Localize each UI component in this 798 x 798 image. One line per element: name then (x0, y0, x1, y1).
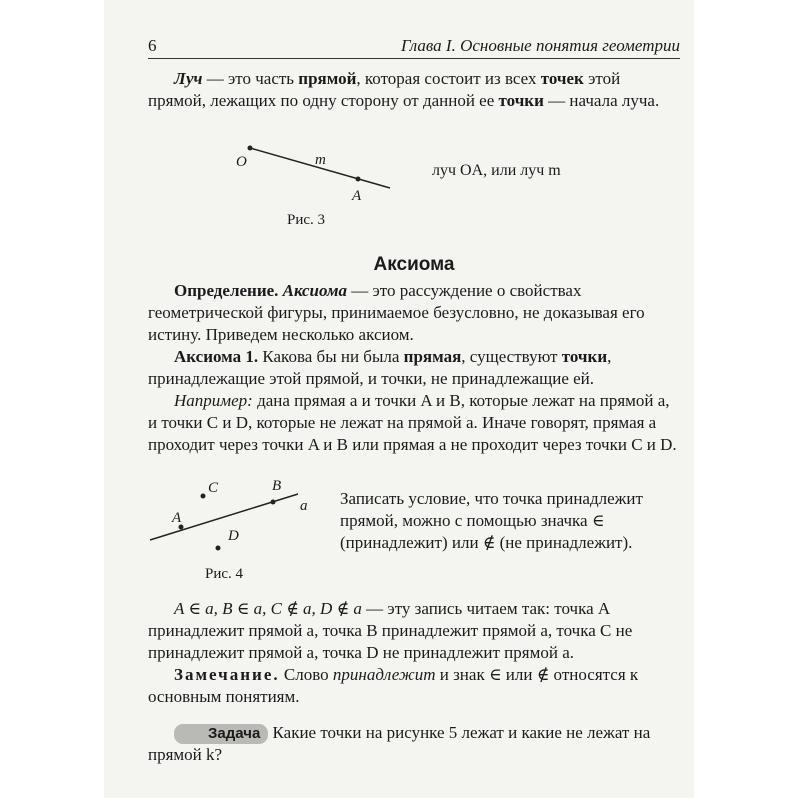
point-a-dot (356, 177, 361, 182)
point-a-label-4: A (172, 510, 182, 526)
ray-paragraph: Луч — это часть прямой, которая состоит из всех точек этой прямой, лежащих по одну сторону от данной ее точки — начала луча. (148, 69, 660, 110)
point-b-label: B (272, 478, 282, 494)
header-rule (148, 58, 680, 59)
point-b-dot (271, 500, 276, 505)
point-d-dot (216, 546, 221, 551)
ray-caption: луч OA, или луч m (432, 162, 561, 179)
point-c-dot (201, 494, 206, 499)
ray-m-label: m (315, 152, 326, 168)
page-header (148, 34, 688, 58)
membership-note: Записать условие, что точка принадлежит прямой, можно с помощью значка ∈ (принадлежит) или ∉ (не принадлежит). (340, 489, 643, 552)
section-heading-axiom: Аксиома (373, 254, 455, 275)
chapter-title: Глава I. Основные понятия геометрии (401, 36, 680, 55)
page-number: 6 (148, 36, 157, 55)
remark-paragraph: Замечание. Слово принадлежит и знак ∈ или ∉ относятся к основным понятиям. (148, 665, 639, 706)
notation-paragraph: A ∈ a, B ∈ a, C ∉ a, D ∉ a — эту запись читаем так: точка A принадлежит прямой a, точка B принадлежит прямой a, точка C не принадлежит прямой a, точка D не принадлежит прямой a. (148, 599, 633, 662)
task-badge: Задача (174, 724, 268, 744)
axiom-1-paragraph: Аксиома 1. Какова бы ни была прямая, существуют точки, принадлежащие этой прямой, и точки, не принадлежащие ей. (148, 347, 612, 388)
point-d-label: D (228, 528, 239, 544)
point-a-label: A (352, 188, 362, 204)
figure-3-caption: Рис. 3 (287, 212, 326, 228)
point-o-dot (248, 146, 253, 151)
ray-term: Луч (174, 69, 203, 88)
example-paragraph: Например: дана прямая a и точки A и B, которые лежат на прямой a, и точки C и D, которые не лежат на прямой a. Иначе говорят, прямая a проходит через точки A и B или прямая a не проходит через точки C и D. (148, 391, 677, 454)
figure-4-caption: Рис. 4 (205, 566, 244, 582)
point-c-label: C (208, 480, 219, 496)
definition-paragraph: Определение. Аксиома — это рассуждение о свойствах геометрической фигуры, принимаемое безусловно, не доказывая его истину. Приведем несколько аксиом. (148, 281, 645, 344)
task-paragraph: Задача Какие точки на рисунке 5 лежат и какие не лежат на прямой k? (148, 723, 651, 764)
point-o-label: O (236, 154, 247, 170)
line-a-label: a (300, 498, 308, 514)
